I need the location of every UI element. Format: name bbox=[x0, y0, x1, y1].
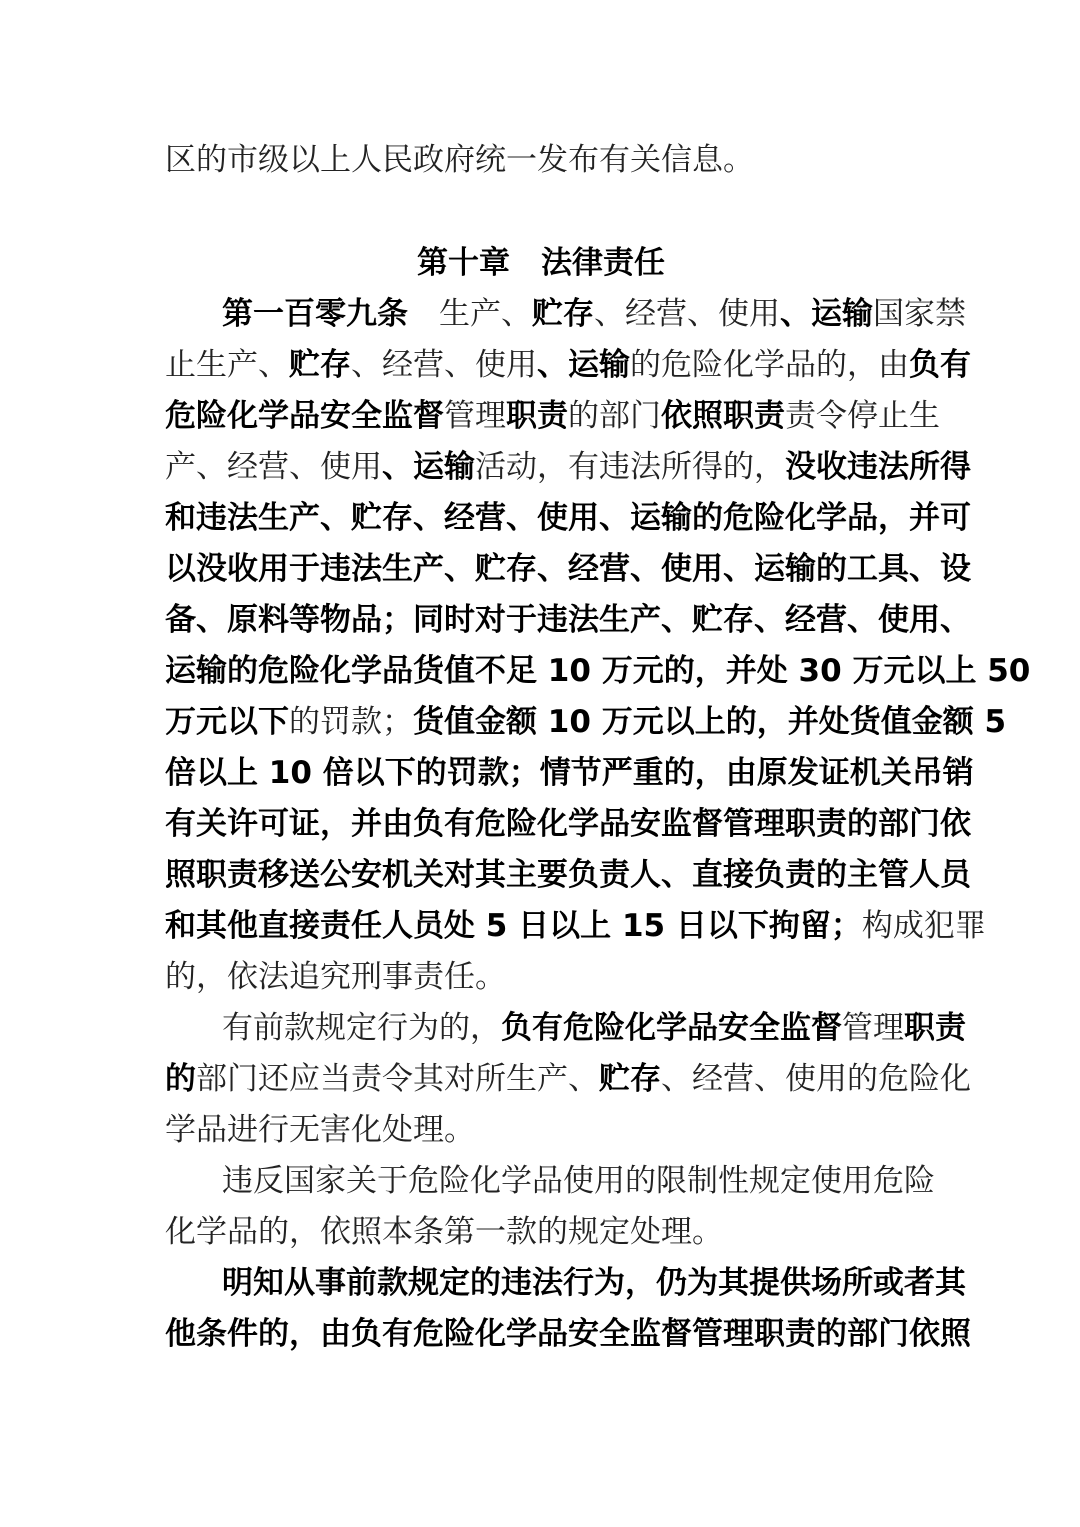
text-run: 负有危险化学品安全监督 bbox=[501, 1010, 842, 1046]
text-run: 贮存 bbox=[599, 1061, 661, 1097]
text-run: 万元以下 bbox=[165, 704, 289, 740]
text-run: 学品进行无害化处理。 bbox=[165, 1112, 475, 1148]
text-run: 货值金额 10 万元以上的，并处货值金额 5 bbox=[413, 704, 1007, 740]
text-run: 、经营、使用 bbox=[351, 347, 537, 383]
text-run: 国家禁 bbox=[873, 296, 966, 332]
text-run: 的部门 bbox=[568, 398, 661, 434]
text-run: 负有 bbox=[909, 347, 971, 383]
text-run: 活动，有违法所得的， bbox=[475, 449, 785, 485]
text-run: 依照职责 bbox=[661, 398, 785, 434]
continuation-text: 区的市级以上人民政府统一发布有关信息。 bbox=[165, 142, 754, 178]
paragraph-2-line bbox=[165, 1054, 971, 1104]
text-run: 明知从事前款规定的违法行为，仍为其提供场所或者其 bbox=[222, 1265, 966, 1301]
text-run: 管理 bbox=[444, 398, 506, 434]
paragraph-4-line bbox=[165, 1309, 971, 1359]
text-run: 的罚款； bbox=[289, 704, 413, 740]
article-line bbox=[165, 340, 971, 390]
text-run: 、运输 bbox=[382, 449, 475, 485]
text-run: 的，依法追究刑事责任。 bbox=[165, 959, 506, 995]
text-run: 部门还应当责令其对所生产、 bbox=[196, 1061, 599, 1097]
text-run: 贮存 bbox=[532, 296, 594, 332]
text-run: 以没收用于违法生产、贮存、经营、使用、运输的工具、设 bbox=[165, 551, 971, 587]
paragraph-4-line bbox=[222, 1258, 966, 1308]
text-run: 产、经营、使用 bbox=[165, 449, 382, 485]
article-line bbox=[165, 952, 917, 1002]
article-line bbox=[165, 544, 971, 594]
text-run: 止生产、 bbox=[165, 347, 289, 383]
text-run: 职责 bbox=[904, 1010, 966, 1046]
text-run: 第一百零九条 bbox=[222, 296, 439, 332]
text-run: 他条件的，由负有危险化学品安全监督管理职责的部门依照 bbox=[165, 1316, 971, 1352]
text-run: 贮存 bbox=[289, 347, 351, 383]
text-run: 的危险化学品的，由 bbox=[630, 347, 909, 383]
article-line bbox=[165, 850, 971, 900]
article-line bbox=[165, 595, 971, 645]
article-line bbox=[165, 697, 1007, 747]
text-run: 和违法生产、贮存、经营、使用、运输的危险化学品，并可 bbox=[165, 500, 971, 536]
text-run: 有关许可证，并由负有危险化学品安监督管理职责的部门依 bbox=[165, 806, 971, 842]
text-run: 的 bbox=[165, 1061, 196, 1097]
text-run: 、经营、使用 bbox=[594, 296, 780, 332]
chapter-title bbox=[165, 238, 917, 288]
continuation-line bbox=[165, 135, 917, 185]
text-run: 生产、 bbox=[439, 296, 532, 332]
article-line bbox=[165, 646, 1031, 696]
text-run: 照职责移送公安机关对其主要负责人、直接负责的主管人员 bbox=[165, 857, 971, 893]
paragraph-2-line bbox=[222, 1003, 966, 1053]
text-run: 备、原料等物品；同时对于违法生产、贮存、经营、使用、 bbox=[165, 602, 971, 638]
text-run: 有前款规定行为的， bbox=[222, 1010, 501, 1046]
text-run: 没收违法所得 bbox=[785, 449, 971, 485]
chapter-title-text: 第十章 法律责任 bbox=[417, 245, 665, 281]
article-line bbox=[165, 442, 971, 492]
paragraph-3-line bbox=[165, 1207, 917, 1257]
text-run: 和其他直接责任人员处 5 日以上 15 日以下拘留； bbox=[165, 908, 862, 944]
text-run: 管理 bbox=[842, 1010, 904, 1046]
article-line bbox=[165, 391, 940, 441]
text-run: 运输的危险化学品货值不足 10 万元的，并处 30 万元以上 50 bbox=[165, 653, 1031, 689]
text-run: 化学品的，依照本条第一款的规定处理。 bbox=[165, 1214, 723, 1250]
text-run: 职责 bbox=[506, 398, 568, 434]
article-line bbox=[165, 493, 971, 543]
text-run: 、运输 bbox=[537, 347, 630, 383]
text-run: 构成犯罪 bbox=[861, 908, 986, 944]
paragraph-2-line bbox=[165, 1105, 917, 1155]
text-run: 违反国家关于危险化学品使用的限制性规定使用危险 bbox=[222, 1163, 935, 1199]
text-run: 危险化学品安全监督 bbox=[165, 398, 444, 434]
article-line bbox=[165, 748, 974, 798]
text-run: 倍以上 10 倍以下的罚款；情节严重的，由原发证机关吊销 bbox=[165, 755, 974, 791]
text-run: 、运输 bbox=[780, 296, 873, 332]
article-line bbox=[165, 799, 971, 849]
text-run: 责令停止生 bbox=[785, 398, 940, 434]
text-run: 、经营、使用的危险化 bbox=[661, 1061, 971, 1097]
article-line bbox=[165, 901, 986, 951]
paragraph-3-line bbox=[222, 1156, 935, 1206]
article-line bbox=[222, 289, 966, 339]
